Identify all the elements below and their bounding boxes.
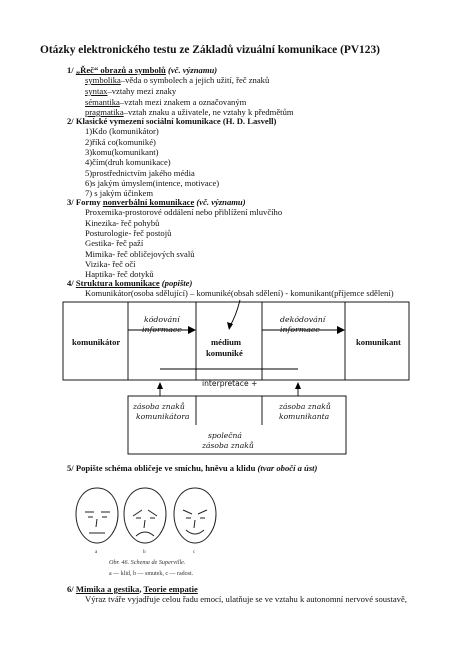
q1-item-desc: –vztah znaku a uživatele, ne vztahy k předmětům: [123, 107, 294, 117]
q2-item: 2)říká co(komuniké): [85, 137, 156, 147]
q3-item: Vizika- řeč očí: [85, 259, 136, 269]
diagram-shared-1: společná: [208, 431, 242, 440]
q1-item-desc: –vztahy mezi znaky: [107, 86, 177, 96]
face-sad-nose: [144, 520, 145, 528]
diagram-interpretation: interpretace +: [202, 379, 258, 388]
q1-item-term: sémantika: [85, 97, 120, 107]
q1-note: (vč. významu): [165, 65, 218, 75]
face-letter-a: a: [95, 549, 98, 555]
q1-item-desc: –věda o symbolech a jejich užití, řeč znaků: [120, 75, 270, 85]
diagram-right-label: komunikant: [356, 337, 401, 347]
q6-line: Výraz tváře vyjadřuje celou řadu emocí, ulatňuje se ve vztahu k autonomní nervové soustavě,: [85, 594, 407, 604]
face-joy-nose: [194, 520, 195, 528]
q3-item: Posturologie- řeč postojů: [85, 228, 172, 238]
q2-item: 5)prostřednictvím jakého média: [85, 168, 195, 178]
face-calm-nose: [96, 519, 97, 527]
face-calm-outline: [76, 488, 118, 543]
diagram-stock-left-1: zásoba znaků: [133, 402, 185, 411]
q2-item: 1)Kdo (komunikátor): [85, 126, 159, 136]
q3-note: (vč. významu): [194, 197, 246, 207]
faces-caption-1: Obr. 46. Schema de Superville.: [109, 559, 186, 566]
q6-separator: ,: [139, 584, 144, 594]
q3-item: Gestika- řeč paží: [85, 238, 144, 248]
q3-item: Haptika- řeč dotyků: [85, 269, 154, 279]
q2-item: 4)čím(druh komunikace): [85, 157, 171, 167]
face-letter-c: c: [193, 549, 196, 555]
diagram-decoding-1: dekódování: [280, 315, 326, 324]
q3-item: Mimika- řeč obličejových svalů: [85, 249, 195, 259]
q1-number: 1/: [67, 65, 76, 75]
q3-prefix: 3/ Formy: [67, 197, 103, 207]
face-joy-mouth: [186, 530, 204, 534]
q4-heading-text: Struktura komunikace: [75, 278, 160, 288]
q3-item: Kinezika- řeč pohybů: [85, 218, 160, 228]
diagram-stock-right-2: komunikanta: [279, 412, 330, 421]
diagram-stock-left-2: komunikátora: [136, 412, 190, 421]
diagram-encoding-1: kódování: [144, 315, 180, 324]
q1-item-term: syntax: [85, 86, 108, 96]
q1-item-term: symbolika: [85, 75, 121, 85]
q2-heading: 2/ Klasické vymezení sociální komunikace (H. D. Lasvell): [67, 116, 277, 126]
face-joy-brow-right: [198, 510, 207, 514]
face-letter-b: b: [143, 549, 146, 555]
q2-item: 3)komu(komunikant): [85, 147, 159, 157]
face-sad-brow-right: [148, 510, 157, 516]
diagram-decoding-2: informace: [280, 325, 320, 334]
face-sad-mouth: [136, 532, 154, 536]
q6-heading-text-2: Teorie empatie: [143, 584, 198, 594]
diagram-left-label: komunikátor: [72, 337, 121, 347]
q1-item-term: pragmatika: [85, 107, 124, 117]
page-title: Otázky elektronického testu ze Základů vizuální komunikace (PV123): [40, 44, 380, 56]
face-joy-outline: [174, 488, 216, 543]
q4-prefix: 4/: [67, 278, 76, 288]
q5-heading-text: 5/ Popište schéma obličeje ve smíchu, hněvu a klidu: [67, 463, 256, 473]
q2-item: 6)s jakým úmyslem(intence, motivace): [85, 178, 220, 188]
diagram-shared-2: zásoba znaků: [202, 441, 254, 450]
q4-note: (popište): [159, 278, 193, 288]
q1-item-desc: –vztah mezi znakem a označovaným: [119, 97, 247, 107]
diagram-encoding-2: informace: [142, 325, 182, 334]
q2-item: 7) s jakým účinkem: [85, 188, 154, 198]
face-sad-outline: [124, 488, 166, 543]
q3-item: Proxemika-prostorové oddálení nebo přiblížení mluvčího: [85, 207, 283, 217]
diagram-center-label-1: médium: [211, 337, 242, 347]
q6-heading-text: Mimika a gestika: [75, 584, 140, 594]
face-joy-brow-left: [183, 510, 192, 514]
q4-line: Komunikátor(osoba sdělující) – komuniké(obsah sdělení) - komunikant(příjemce sdělení): [85, 288, 394, 298]
q3-heading-text: nonverbální komunikace: [102, 197, 195, 207]
diagram-center-label-2: komuniké: [206, 348, 243, 358]
faces-caption-2: a — klid, b — smutek, c — radost.: [109, 571, 194, 577]
q6-prefix: 6/: [67, 584, 76, 594]
diagram-stock-right-1: zásoba znaků: [279, 402, 331, 411]
q5-note: (tvar obočí a úst): [255, 463, 318, 473]
q1-heading-text: „Řeč“ obrazů a symbolů: [75, 65, 166, 75]
face-sad-brow-left: [133, 510, 142, 516]
